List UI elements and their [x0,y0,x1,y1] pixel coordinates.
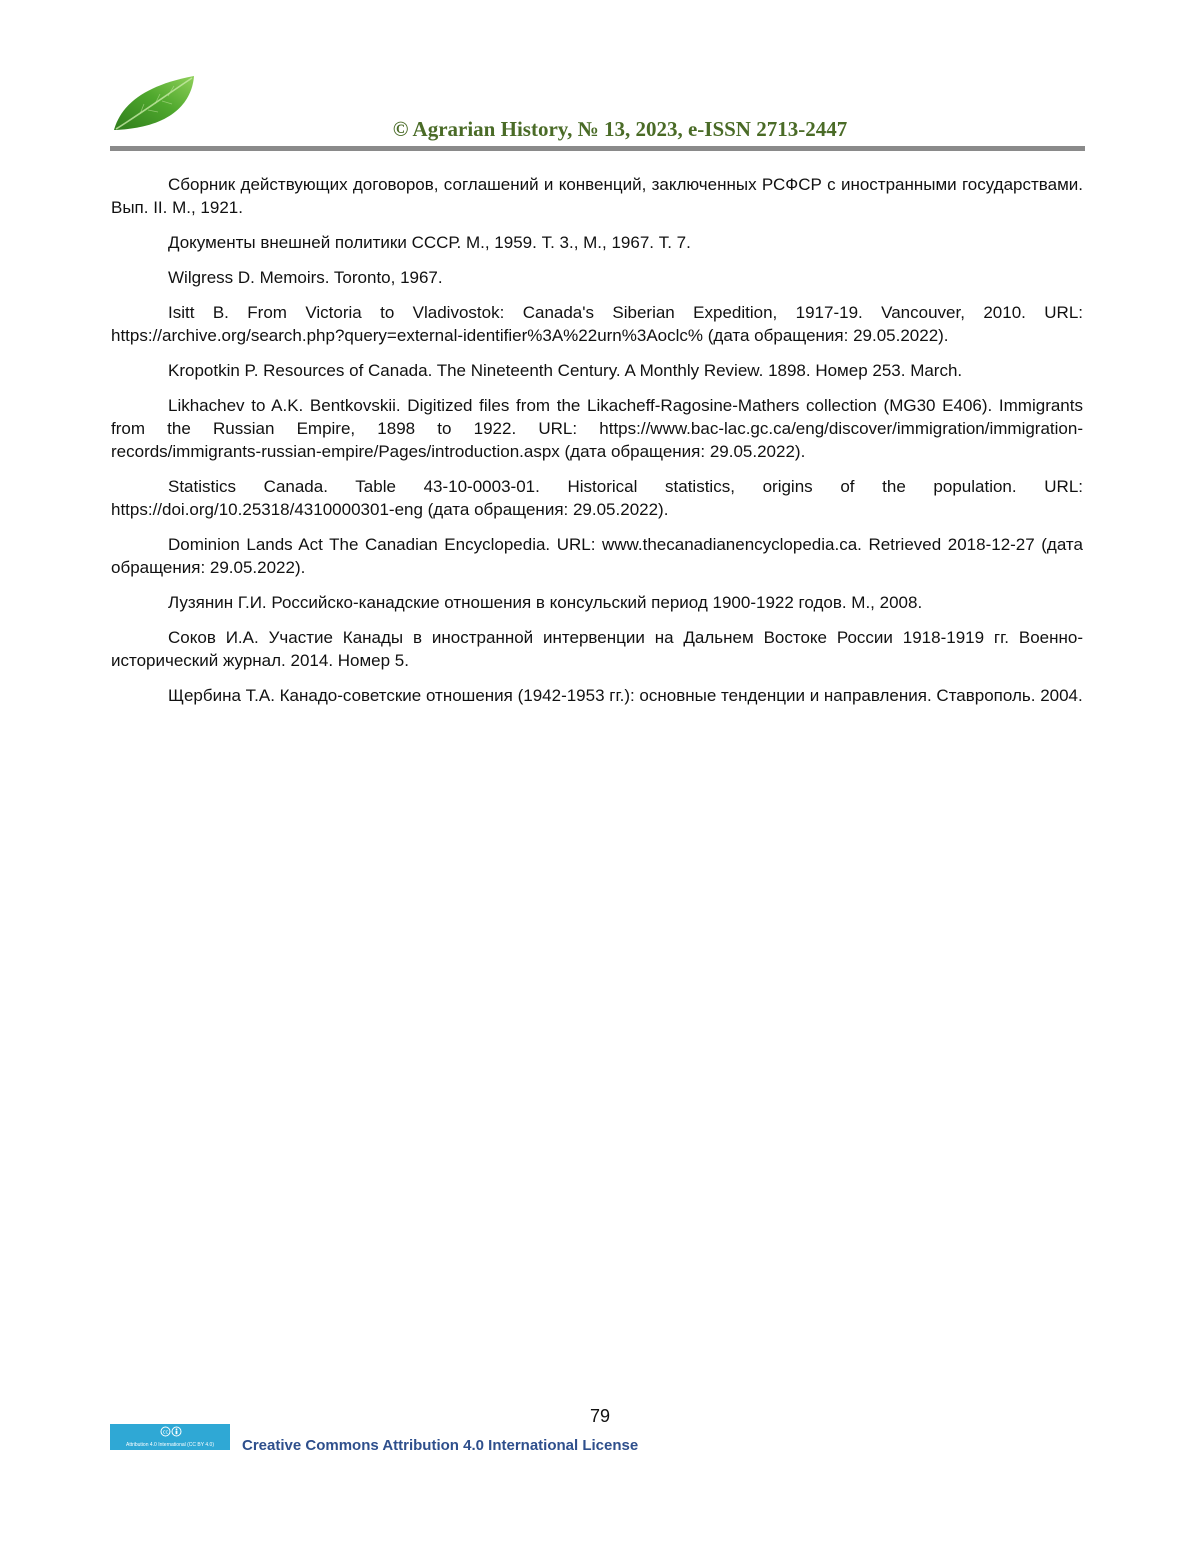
journal-title: © Agrarian History, № 13, 2023, e-ISSN 2713-2447 [392,117,848,141]
reference-item: Документы внешней политики СССР. М., 1959. Т. 3., М., 1967. Т. 7. [168,233,691,252]
reference-item: Wilgress D. Memoirs. Toronto, 1967. [168,268,443,287]
reference-list [111,173,1083,719]
license-text: Creative Commons Attribution 4.0 International License [242,1437,639,1454]
page-number: 79 [589,1406,611,1426]
reference-item: Isitt B. From Victoria to Vladivostok: Canada's Siberian Expedition, 1917-19. Vancouver, 2010. URL: https://archive.org/search.php?query=external-identifier%3A%22urn%3Aoclc% (дата обращения: 29.05.2022). [111,303,1083,345]
svg-text:cc: cc [162,1429,169,1436]
cc-badge-text: Attribution 4.0 International (CC BY 4.0) [125,1442,214,1448]
cc-license-badge[interactable] [110,1424,230,1450]
cc-by-icon [160,1426,182,1437]
reference-item: Сборник действующих договоров, соглашений и конвенций, заключенных РСФСР с иностранными государствами. Вып. II. М., 1921. [111,175,1083,217]
reference-item: Likhachev to A.K. Bentkovskii. Digitized files from the Likacheff-Ragosine-Mathers collection (MG30 E406). Immigrants from the Russian Empire, 1898 to 1922. URL: https://www.bac-lac.gc.ca/eng/discover/immigration/immigration-records/immigrants-russian-empire/Pages/introduction.aspx (дата обращения: 29.05.2022). [111,396,1083,461]
reference-item: Соков И.А. Участие Канады в иностранной интервенции на Дальнем Востоке России 1918-1919 гг. Военно-исторический журнал. 2014. Номер 5. [111,628,1083,670]
reference-item: Лузянин Г.И. Российско-канадские отношения в консульский период 1900-1922 годов. М., 2008. [168,593,923,612]
reference-item: Dominion Lands Act The Canadian Encyclopedia. URL: www.thecanadianencyclopedia.ca. Retrieved 2018-12-27 (дата обращения: 29.05.2022). [111,535,1083,577]
reference-item: Щербина Т.А. Канадо-советские отношения (1942-1953 гг.): основные тенденции и направления. Ставрополь. 2004. [168,686,1083,705]
header-divider [110,146,1085,151]
reference-item: Kropotkin P. Resources of Canada. The Nineteenth Century. A Monthly Review. 1898. Номер 253. March. [168,361,963,380]
reference-item: Statistics Canada. Table 43-10-0003-01. Historical statistics, origins of the population. URL: https://doi.org/10.25318/4310000301-eng (дата обращения: 29.05.2022). [111,477,1083,519]
